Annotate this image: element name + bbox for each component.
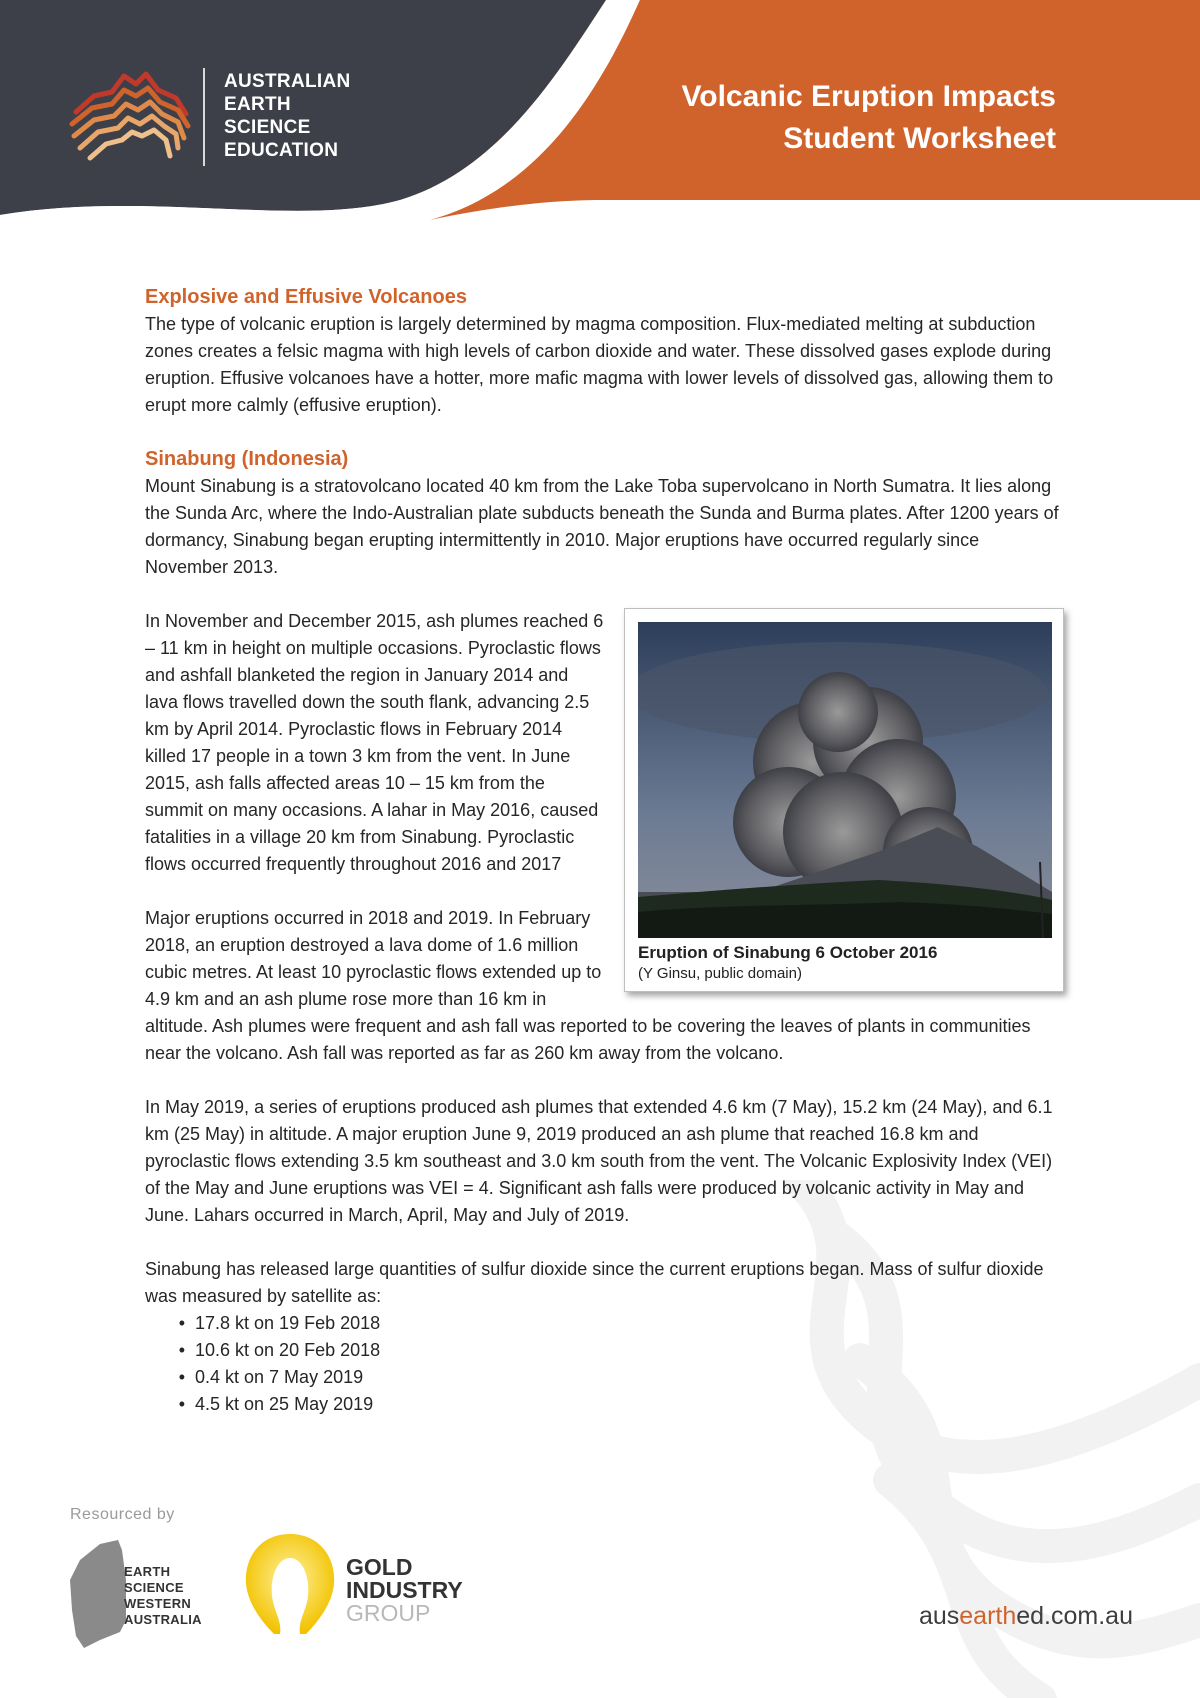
site-prefix: aus [918,1602,960,1630]
sinabung-paragraph-3: Major eruptions occurred in 2018 and 2019. In February 2018, an eruption destroyed a lava dome of 1.6 million cubic metres. At least 10 pyroclastic flows extended up to 4.9 km and an ash plume rose more than 16 km in altitude. Ash plumes were frequent and ash fall was reported to be covering the leaves of plants in communities near the volcano. Ash fall was reported as far as 260 km away from the volcano. [145,908,1031,1063]
brand-name [224,70,351,162]
eswa-line: WESTERN [124,1596,192,1611]
sinabung-figure [624,608,1064,992]
list-item: • 17.8 kt on 19 Feb 2018 [145,1310,1060,1337]
sinabung-paragraph-4: In May 2019, a series of eruptions produced ash plumes that extended 4.6 km (7 May), 15.2 km (24 May), and 6.1 km (25 May) in altitude. A major eruption June 9, 2019 produced an ash plume that reached 16.8 km and pyroclastic flows extending 3.5 km southeast and 3.0 km south from the vent. The Volcanic Explosivity Index (VEI) of the May and June eruptions was VEI = 4. Significant ash falls were produced by volcanic activity in May and June. Lahars occurred in March, April, May and July of 2019. [145,1097,1053,1225]
sinabung-paragraph-2: In November and December 2015, ash plumes reached 6 – 11 km in height on multiple occasions. Pyroclastic flows and ashfall blanketed the region in January 2014 and lava flows travelled down the south flank, advancing 2.5 km by April 2014. Pyroclastic flows in February 2014 killed 17 people in a town 3 km from the vent. In June 2015, ash falls affected areas 10 – 15 km from the summit on many occasions. A lahar in May 2016, caused fatalities in a village 20 km from Sinabung. Pyroclastic flows occurred frequently throughout 2016 and 2017 [145,611,604,874]
worksheet-content [145,284,1060,1418]
list-item: • 4.5 kt on 25 May 2019 [145,1391,1060,1418]
explosive-paragraph: The type of volcanic eruption is largely determined by magma composition. Flux-mediated melting at subduction zones creates a felsic magma with high levels of carbon dioxide and water. These dissolved gases explode during eruption. Effusive volcanoes have a hotter, more mafic magma with lower levels of dissolved gas, allowing them to erupt more calmly (effusive eruption). [145,314,1054,415]
gold-industry-logo-text [346,1556,463,1625]
title-line-2: Student Worksheet [783,122,1056,155]
list-item: • 10.6 kt on 20 Feb 2018 [145,1337,1060,1364]
brand-line: EDUCATION [224,140,339,161]
figure-credit: (Y Ginsu, public domain) [638,965,802,982]
brand-line: AUSTRALIAN [224,71,351,92]
aese-logo-icon [66,62,192,168]
brand-divider [203,68,205,166]
brand-line: EARTH [224,94,291,115]
resourced-by-label: Resourced by [70,1506,175,1523]
section-heading-explosive: Explosive and Effusive Volcanoes [145,286,467,308]
list-item: • 0.4 kt on 7 May 2019 [145,1364,1060,1391]
worksheet-title [681,76,1056,160]
sinabung-paragraph-1: Mount Sinabung is a stratovolcano located 40 km from the Lake Toba supervolcano in North Sumatra. It lies along the Sunda Arc, where the Indo-Australian plate subducts beneath the Sunda and Burma plates. After 1200 years of dormancy, Sinabung began erupting intermittently in 2010. Major eruptions have occurred regularly since November 2013. [145,476,1059,577]
eswa-logo-text [124,1564,202,1628]
section-heading-sinabung: Sinabung (Indonesia) [145,448,349,470]
so2-list [145,1310,1060,1418]
gold-industry-logo-icon [240,1530,340,1640]
eswa-line: EARTH [124,1564,171,1579]
figure-caption: Eruption of Sinabung 6 October 2016 [638,943,938,962]
gold-line: INDUSTRY [346,1577,463,1603]
title-line-1: Volcanic Eruption Impacts [681,80,1056,113]
site-suffix: ed.com.au [1016,1602,1133,1630]
eswa-line: AUSTRALIA [124,1612,202,1627]
gold-line: GROUP [346,1600,431,1626]
eswa-line: SCIENCE [124,1580,184,1595]
sinabung-paragraph-5: Sinabung has released large quantities of sulfur dioxide since the current eruptions began. Mass of sulfur dioxide was measured by satellite as: [145,1259,1044,1306]
sinabung-eruption-photo [638,622,1052,938]
brand-line: SCIENCE [224,117,311,138]
gold-line: GOLD [346,1554,413,1580]
website-link[interactable] [919,1602,1133,1631]
site-accent: earth [959,1602,1017,1630]
